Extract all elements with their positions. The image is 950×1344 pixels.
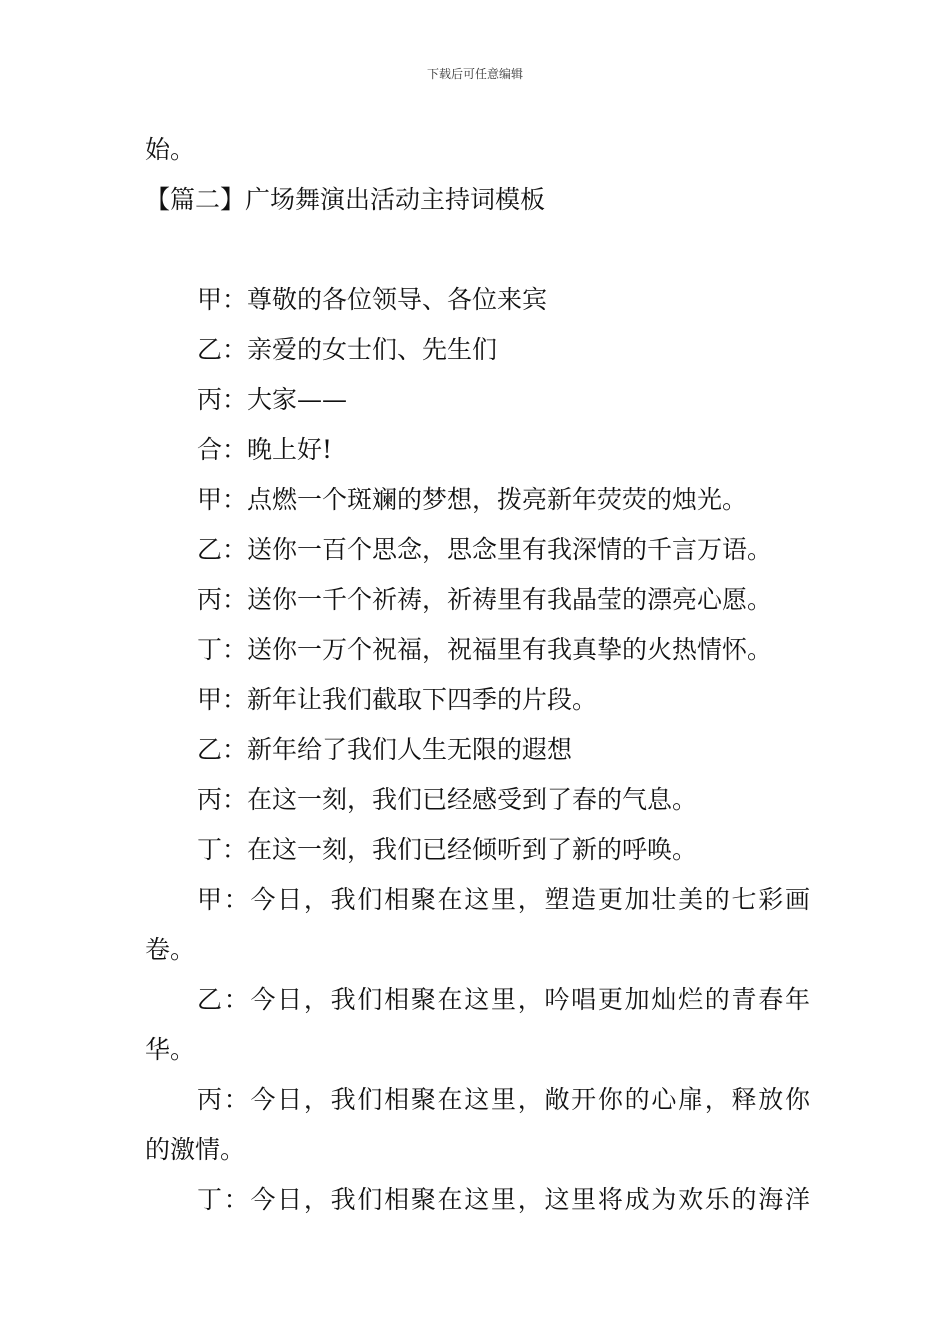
- dialogue-line-wrap: 的激情。: [145, 1135, 246, 1164]
- dialogue-line: 乙：送你一百个思念，思念里有我深情的千言万语。: [197, 535, 773, 564]
- dialogue-line: 乙：亲爱的女士们、先生们: [197, 335, 498, 364]
- dialogue-line: 丁：今日，我们相聚在这里，这里将成为欢乐的海洋: [197, 1185, 810, 1214]
- dialogue-line: 甲：尊敬的各位领导、各位来宾: [197, 285, 548, 314]
- section-title: 【篇二】广场舞演出活动主持词模板: [145, 185, 546, 214]
- dialogue-line: 丙：送你一千个祈祷，祈祷里有我晶莹的漂亮心愿。: [197, 585, 773, 614]
- dialogue-line: 丙：今日，我们相聚在这里，敞开你的心扉，释放你: [197, 1085, 810, 1114]
- dialogue-line-wrap: 华。: [145, 1035, 196, 1064]
- dialogue-line: 丙：在这一刻，我们已经感受到了春的气息。: [197, 785, 698, 814]
- dialogue-line: 丁：在这一刻，我们已经倾听到了新的呼唤。: [197, 835, 698, 864]
- page-header: 下载后可任意编辑: [426, 67, 523, 81]
- dialogue-line: 合：晚上好!: [197, 435, 333, 464]
- dialogue-line: 乙：今日，我们相聚在这里，吟唱更加灿烂的青春年: [197, 985, 810, 1014]
- dialogue-line: 甲：新年让我们截取下四季的片段。: [197, 685, 598, 714]
- dialogue-line-wrap: 卷。: [145, 935, 196, 964]
- dialogue-line: 丙：大家——: [197, 385, 348, 414]
- dialogue-line: 丁：送你一万个祝福，祝福里有我真挚的火热情怀。: [197, 635, 773, 664]
- dialogue-line: 甲：今日，我们相聚在这里，塑造更加壮美的七彩画: [197, 885, 810, 914]
- blank-line: [145, 225, 810, 275]
- paragraph-continuation: 始。: [145, 135, 196, 164]
- dialogue-line: 乙：新年给了我们人生无限的遐想: [197, 735, 573, 764]
- dialogue-line: 甲：点燃一个斑斓的梦想，拨亮新年荧荧的烛光。: [197, 485, 748, 514]
- document-body: [145, 125, 810, 1225]
